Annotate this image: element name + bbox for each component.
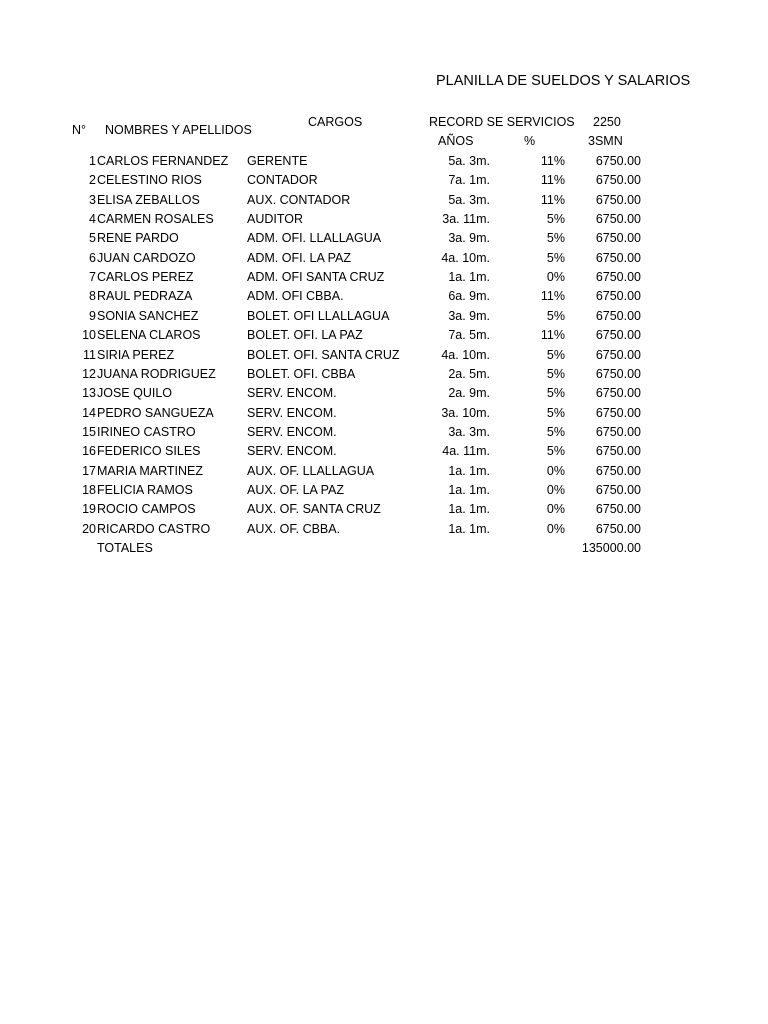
seniority-percent: 5% [546, 424, 565, 439]
seniority-percent: 5% [546, 250, 565, 265]
salary-amount: 6750.00 [595, 405, 641, 420]
salary-amount: 6750.00 [595, 386, 641, 401]
totals-amount: 135000.00 [581, 541, 641, 555]
salary-amount: 6750.00 [595, 173, 641, 188]
salary-amount: 6750.00 [595, 366, 641, 381]
employee-cargo: AUX. CONTADOR [247, 192, 351, 207]
employee-cargo: ADM. OFI CBBA. [247, 289, 344, 304]
seniority-percent: 0% [546, 270, 565, 285]
table-row [0, 444, 768, 463]
service-years: 7a. 1m. [448, 173, 490, 188]
salary-amount: 6750.00 [595, 347, 641, 362]
salary-amount: 6750.00 [595, 463, 641, 478]
salary-amount: 6750.00 [595, 444, 641, 459]
employee-cargo: AUDITOR [247, 212, 304, 227]
seniority-percent: 5% [546, 231, 565, 246]
service-years: 4a. 11m. [442, 444, 490, 459]
service-years: 1a. 1m. [448, 463, 490, 478]
employee-name: ROCIO CAMPOS [97, 502, 196, 517]
row-number: 20 [82, 521, 96, 536]
employee-name: CELESTINO RIOS [97, 173, 202, 188]
employee-name: IRINEO CASTRO [97, 424, 196, 439]
table-row [0, 270, 768, 289]
service-years: 1a. 1m. [448, 521, 490, 536]
salary-amount: 6750.00 [595, 270, 641, 285]
table-row [0, 502, 768, 521]
employee-name: PEDRO SANGUEZA [97, 405, 214, 420]
header-number: N° [72, 123, 87, 137]
salary-amount: 6750.00 [595, 154, 641, 168]
employee-name: CARLOS PEREZ [97, 270, 194, 285]
header-record-services: RECORD SE SERVICIOS [429, 115, 575, 129]
seniority-percent: 11% [540, 289, 565, 304]
row-number: 10 [82, 328, 96, 343]
row-number: 16 [82, 444, 96, 459]
header-names: NOMBRES Y APELLIDOS [105, 123, 252, 137]
salary-amount: 6750.00 [595, 212, 641, 227]
row-number: 7 [89, 270, 96, 285]
service-years: 5a. 3m. [448, 192, 490, 207]
table-row [0, 231, 768, 250]
employee-name: RAUL PEDRAZA [97, 289, 193, 304]
table-row [0, 348, 768, 367]
row-number: 1 [89, 154, 96, 168]
row-number: 13 [82, 386, 96, 401]
header-percent: % [524, 134, 536, 148]
employee-name: CARMEN ROSALES [97, 212, 214, 227]
header-years: AÑOS [438, 134, 474, 148]
totals-label: TOTALES [97, 541, 153, 555]
row-number: 3 [89, 192, 96, 207]
seniority-percent: 5% [546, 366, 565, 381]
service-years: 6a. 9m. [448, 289, 490, 304]
employee-cargo: AUX. OF. LA PAZ [247, 482, 345, 497]
employee-name: ELISA ZEBALLOS [97, 192, 200, 207]
employee-cargo: AUX. OF. LLALLAGUA [247, 463, 375, 478]
employee-name: FELICIA RAMOS [97, 482, 193, 497]
salary-amount: 6750.00 [595, 328, 641, 343]
row-number: 11 [83, 347, 96, 362]
service-years: 2a. 5m. [448, 366, 490, 381]
seniority-percent: 11% [540, 328, 565, 343]
table-row [0, 406, 768, 425]
row-number: 6 [89, 250, 96, 265]
salary-amount: 6750.00 [595, 250, 641, 265]
employee-cargo: BOLET. OFI LLALLAGUA [247, 308, 390, 323]
table-row [0, 483, 768, 502]
row-number: 2 [89, 173, 96, 188]
service-years: 1a. 1m. [448, 482, 490, 497]
service-years: 3a. 9m. [448, 231, 490, 246]
service-years: 5a. 3m. [448, 154, 490, 168]
seniority-percent: 0% [546, 521, 565, 536]
sheet-title: PLANILLA DE SUELDOS Y SALARIOS [436, 73, 691, 89]
employee-cargo: ADM. OFI SANTA CRUZ [247, 270, 385, 285]
employee-name: SELENA CLAROS [97, 328, 201, 343]
employee-cargo: BOLET. OFI. CBBA [247, 366, 356, 381]
employee-name: RICARDO CASTRO [97, 521, 211, 536]
employee-name: JOSE QUILO [97, 386, 173, 401]
salary-amount: 6750.00 [595, 192, 641, 207]
employee-name: SIRIA PEREZ [97, 347, 175, 362]
table-row [0, 173, 768, 192]
row-number: 18 [82, 482, 96, 497]
header-smn: 3SMN [588, 134, 623, 148]
table-row [0, 328, 768, 347]
employee-cargo: BOLET. OFI. SANTA CRUZ [247, 347, 400, 362]
service-years: 7a. 5m. [448, 328, 490, 343]
service-years: 3a. 9m. [448, 308, 490, 323]
employee-name: JUAN CARDOZO [97, 250, 196, 265]
employee-name: SONIA SANCHEZ [97, 308, 199, 323]
header-cargos: CARGOS [308, 115, 363, 129]
employee-name: MARIA MARTINEZ [97, 463, 204, 478]
table-row [0, 386, 768, 405]
row-number: 12 [82, 366, 96, 381]
seniority-percent: 11% [540, 154, 565, 168]
salary-amount: 6750.00 [595, 521, 641, 536]
employee-cargo: ADM. OFI. LA PAZ [247, 250, 351, 265]
service-years: 3a. 11m. [442, 212, 490, 227]
salary-amount: 6750.00 [595, 231, 641, 246]
employee-name: FEDERICO SILES [97, 444, 201, 459]
seniority-percent: 5% [546, 405, 565, 420]
service-years: 4a. 10m. [441, 347, 490, 362]
seniority-percent: 0% [546, 463, 565, 478]
service-years: 2a. 9m. [448, 386, 490, 401]
salary-amount: 6750.00 [595, 424, 641, 439]
table-row [0, 367, 768, 386]
table-row [0, 289, 768, 308]
employee-cargo: BOLET. OFI. LA PAZ [247, 328, 363, 343]
employee-cargo: CONTADOR [247, 173, 318, 188]
seniority-percent: 0% [546, 502, 565, 517]
service-years: 1a. 1m. [448, 270, 490, 285]
employee-cargo: GERENTE [247, 154, 308, 168]
row-number: 19 [82, 502, 96, 517]
row-number: 5 [89, 231, 96, 246]
seniority-percent: 5% [546, 386, 565, 401]
service-years: 1a. 1m. [448, 502, 490, 517]
employee-cargo: SERV. ENCOM. [247, 444, 337, 459]
seniority-percent: 0% [546, 482, 565, 497]
service-years: 3a. 10m. [441, 405, 490, 420]
seniority-percent: 5% [546, 347, 565, 362]
seniority-percent: 5% [546, 444, 565, 459]
employee-cargo: SERV. ENCOM. [247, 386, 337, 401]
seniority-percent: 5% [546, 212, 565, 227]
table-row [0, 425, 768, 444]
table-row [0, 251, 768, 270]
table-row [0, 464, 768, 483]
row-number: 4 [89, 212, 96, 227]
table-row [0, 309, 768, 328]
employee-cargo: SERV. ENCOM. [247, 405, 337, 420]
service-years: 4a. 10m. [441, 250, 490, 265]
employee-name: RENE PARDO [97, 231, 179, 246]
employee-name: JUANA RODRIGUEZ [97, 366, 216, 381]
table-row [0, 522, 768, 541]
row-number: 9 [89, 308, 96, 323]
seniority-percent: 5% [546, 308, 565, 323]
employee-cargo: AUX. OF. SANTA CRUZ [247, 502, 381, 517]
employee-name: CARLOS FERNANDEZ [97, 154, 229, 168]
row-number: 8 [89, 289, 96, 304]
table-row [0, 193, 768, 212]
employee-cargo: AUX. OF. CBBA. [247, 521, 341, 536]
seniority-percent: 11% [540, 173, 565, 188]
row-number: 15 [82, 424, 96, 439]
employee-cargo: SERV. ENCOM. [247, 424, 337, 439]
service-years: 3a. 3m. [448, 424, 490, 439]
header-base-value: 2250 [593, 115, 621, 129]
salary-amount: 6750.00 [595, 289, 641, 304]
table-row [0, 212, 768, 231]
row-number: 14 [82, 405, 96, 420]
employee-cargo: ADM. OFI. LLALLAGUA [247, 231, 382, 246]
salary-amount: 6750.00 [595, 308, 641, 323]
salary-amount: 6750.00 [595, 502, 641, 517]
seniority-percent: 11% [540, 192, 565, 207]
salary-amount: 6750.00 [595, 482, 641, 497]
row-number: 17 [82, 463, 96, 478]
table-row [0, 154, 768, 173]
